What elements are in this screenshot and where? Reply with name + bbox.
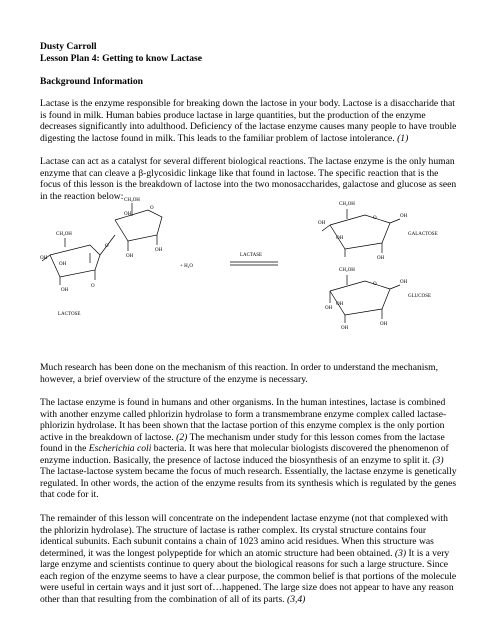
paragraph-lactase-enzyme	[40, 397, 460, 501]
lactose-ring-1	[50, 245, 100, 277]
o-label: O	[373, 216, 377, 221]
oh-label: OH	[325, 306, 333, 311]
oh-label: OH	[377, 256, 385, 261]
paragraph-text: The lactase-lactose system became the focus of much research. Essentially, the lactase enzyme is genetically regulated. In other words, the action of the enzyme results from its synthesis which is regulated by the genes that code for it.	[40, 466, 457, 500]
galactose-label: GALACTOSE	[408, 232, 438, 237]
enzyme-label: LACTASE	[240, 253, 263, 258]
author-name: Dusty Carroll	[40, 41, 97, 52]
paragraph-intro	[40, 98, 460, 144]
glucose-ring	[330, 281, 390, 315]
section-heading: Background Information	[40, 76, 143, 87]
paragraph-text: The remainder of this lesson will concentrate on the independent lactase enzyme (not that complexed with the phlorizin hydrolase). The structure of lactase is rather complex. Its crystal structure contains four identical subunits. Each subunit contains a chain of 1023 amino acid residues. When this structure was determined, it was the longest polypeptide for which an atomic structure had been obtained.	[40, 513, 448, 559]
lesson-title: Lesson Plan 4: Getting to know Lactase	[40, 53, 203, 64]
paragraph-text: It is a very large enzyme and scientists continue to query about the biological reasons for such a large structure. Since each region of the enzyme seems to have a clear purpose, the common belief is that portions of the molecule were useful in certain ways and it just sort of…happened. The large size does not appear to have any reason other than that resulting from the combination of all of its parts.	[40, 547, 457, 605]
citation: (3)	[394, 547, 407, 559]
lactose-hydrolysis-diagram	[40, 195, 460, 351]
o-label: O	[105, 244, 109, 249]
species-name: Escherichia coli	[88, 443, 152, 454]
oh-label: OH	[59, 262, 67, 267]
paragraph-text: The lactase enzyme is found in humans and other organisms. In the human intestines, lactase is combined with another enzyme called phlorizin hydrolase to form a transmembrane enzyme complex called lactase-phlorizin hydrolase. It has been shown that the lactase portion of this enzyme complex is the only portion active in the breakdown of lactose.	[40, 397, 447, 443]
paragraph-intro-text: Lactase is the enzyme responsible for breaking down the lactose in your body. Lactose is a disaccharide that is found in milk. Human babies produce lactase in large quantities, but the production of the enzyme decreases significantly into adulthood. Deficiency of the lactase enzyme causes many people to have trouble digesting the lactose found in milk. This leads to the familiar problem of lactose intolerance.	[40, 98, 457, 144]
o-label: O	[373, 282, 377, 287]
citation: (3,4)	[287, 593, 306, 605]
ch2oh-label: CH₂OH	[124, 198, 140, 203]
oh-label: OH	[400, 280, 408, 285]
lactose-label: LACTOSE	[58, 312, 81, 317]
oh-label: OH	[155, 248, 163, 253]
oh-label: OH	[380, 322, 388, 327]
paragraph-mechanism: Much research has been done on the mechanism of this reaction. In order to understand the mechanism, however, a brief overview of the structure of the enzyme is necessary.	[40, 362, 439, 385]
paragraph-text: bacteria. It was here that molecular biologists discovered the phenomenon of enzyme induction. Basically, the presence of lactose induced the biosynthesis of an enzyme to split it.	[40, 443, 449, 466]
oh-label: OH	[341, 326, 349, 331]
oh-label: OH	[124, 212, 132, 217]
oh-label: OH	[61, 288, 69, 293]
oh-label: OH	[336, 236, 344, 241]
citation: (2)	[176, 431, 188, 443]
oh-label: OH	[336, 302, 344, 307]
oh-label: OH	[400, 214, 408, 219]
paragraph-text: The mechanism under study for this lesson comes from the lactase found in the	[40, 431, 445, 454]
oh-label: OH	[40, 256, 48, 261]
glucose-label: GLUCOSE	[408, 294, 432, 299]
water-label: + H₂O	[180, 264, 194, 269]
lactose-ring-2	[115, 210, 162, 241]
o-label: O	[150, 206, 154, 211]
o-label: O	[91, 284, 95, 289]
ch2oh-label: CH₂OH	[339, 268, 355, 273]
ch2oh-label: CH₂OH	[56, 232, 72, 237]
galactose-ring	[330, 215, 390, 249]
paragraph-structure	[40, 513, 460, 605]
oh-label: OH	[126, 254, 134, 259]
paragraph-reaction-intro: Lactase can act as a catalyst for several different biological reactions. The lactase enzyme is the only human enzyme that can cleave a β-glycosidic linkage like that found in lactose. The specific reaction that is the focus of this lesson is the breakdown of lactose into the two monosaccharides, galactose and glucose as seen in the reaction below:	[40, 156, 457, 202]
citation: (3)	[432, 454, 444, 466]
citation: (1)	[397, 132, 409, 144]
ch2oh-label: CH₂OH	[339, 202, 355, 207]
oh-label: OH	[318, 221, 326, 226]
